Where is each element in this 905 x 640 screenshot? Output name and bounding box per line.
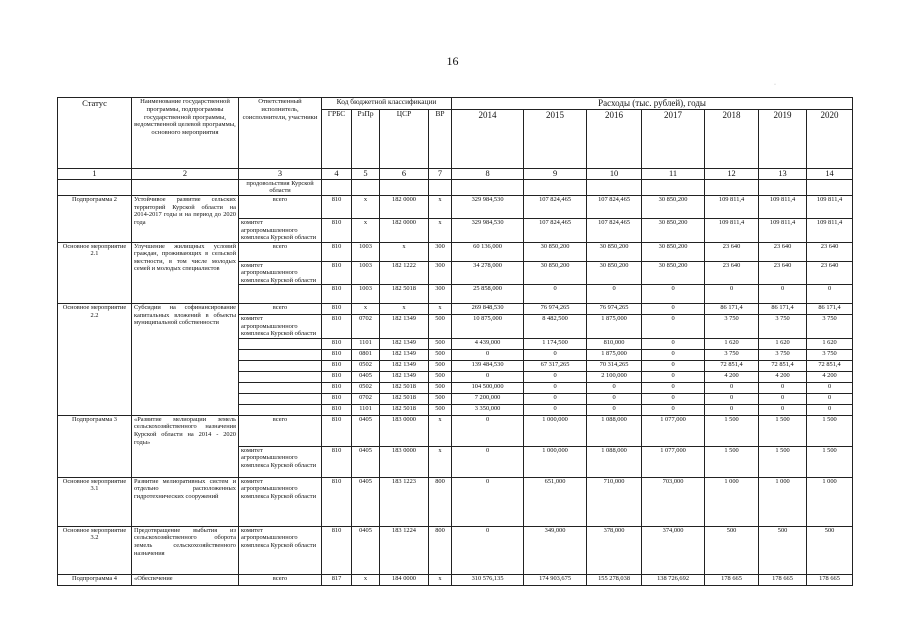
code-cell: 183 1224 (380, 526, 429, 574)
expense-cell: 1 000 (759, 477, 807, 526)
column-index: 8 (452, 169, 524, 180)
column-index: 7 (429, 169, 452, 180)
responsible-cell: комитет агропромышленного комплекса Курской области (239, 315, 322, 339)
code-cell: 182 0000 (380, 219, 429, 243)
expense-cell: 269 848,530 (452, 304, 524, 315)
expense-cell: 0 (642, 338, 705, 349)
code-cell: 183 1223 (380, 477, 429, 526)
code-cell: 182 1349 (380, 349, 429, 360)
responsible-cell (239, 371, 322, 382)
expense-cell: 0 (587, 404, 642, 415)
expense-cell: 30 850,200 (587, 242, 642, 261)
expense-cell: 72 851,4 (759, 360, 807, 371)
status-cell: Подпрограмма 4 (58, 574, 132, 585)
status-cell: Основное мероприятие 3.2 (58, 526, 132, 574)
code-cell: 817 (322, 574, 352, 585)
code-cell: 500 (429, 315, 452, 339)
code-cell: 0405 (352, 477, 380, 526)
header-year: 2017 (642, 109, 705, 168)
continuation-row (58, 179, 853, 195)
expense-cell: 0 (524, 285, 587, 304)
code-cell: х (429, 219, 452, 243)
expense-cell: 107 824,465 (587, 219, 642, 243)
code-cell: 183 0000 (380, 415, 429, 446)
expense-cell: 0 (587, 285, 642, 304)
expense-cell: 30 850,200 (642, 261, 705, 285)
header-year: 2018 (705, 109, 759, 168)
expense-cell: 86 171,4 (807, 304, 853, 315)
code-cell: 810 (322, 393, 352, 404)
responsible-cell (239, 393, 322, 404)
expense-cell: 10 875,000 (452, 315, 524, 339)
expense-cell: 60 136,000 (452, 242, 524, 261)
page-number: 16 (446, 54, 459, 68)
expense-cell: 3 350,000 (452, 404, 524, 415)
expense-cell: 178 665 (807, 574, 853, 585)
expense-cell: 23 640 (759, 242, 807, 261)
expense-cell: 1 875,000 (587, 315, 642, 339)
code-cell: 500 (429, 371, 452, 382)
code-cell: 810 (322, 526, 352, 574)
code-cell: 810 (322, 242, 352, 261)
expense-cell: 34 278,000 (452, 261, 524, 285)
expense-cell: 0 (705, 393, 759, 404)
code-cell: 810 (322, 219, 352, 243)
expense-cell: 0 (587, 393, 642, 404)
expense-cell: 703,000 (642, 477, 705, 526)
code-cell: 182 1222 (380, 261, 429, 285)
expense-cell: 155 278,038 (587, 574, 642, 585)
expense-cell: 109 811,4 (759, 219, 807, 243)
table-row (58, 574, 853, 585)
expense-cell: 76 974,265 (587, 304, 642, 315)
column-index: 11 (642, 169, 705, 180)
expense-cell: 4 200 (807, 371, 853, 382)
status-cell: Основное мероприятие 2.1 (58, 242, 132, 304)
expense-cell: 0 (642, 393, 705, 404)
code-cell: 810 (322, 304, 352, 315)
expense-cell: 1 000 (705, 477, 759, 526)
expense-cell: 109 811,4 (705, 196, 759, 219)
code-cell: 0702 (352, 393, 380, 404)
code-cell: х (429, 304, 452, 315)
responsible-cell (239, 285, 322, 304)
expense-cell: 0 (642, 349, 705, 360)
expense-cell: 109 811,4 (807, 219, 853, 243)
expense-cell: 0 (587, 382, 642, 393)
code-cell: 0502 (352, 382, 380, 393)
code-cell: х (380, 242, 429, 261)
expense-cell: 86 171,4 (759, 304, 807, 315)
expense-cell: 30 850,200 (642, 219, 705, 243)
expense-cell: 0 (452, 526, 524, 574)
program-name-cell: «Развитие мелиорации земель сельскохозяйственного назначения Курской области на 2014 - 2020 годы» (132, 415, 239, 477)
code-cell: 182 1349 (380, 360, 429, 371)
expense-cell: 0 (524, 349, 587, 360)
code-cell: 810 (322, 371, 352, 382)
column-index: 1 (58, 169, 132, 180)
responsible-cell (239, 382, 322, 393)
code-cell: 810 (322, 446, 352, 477)
header-year: 2016 (587, 109, 642, 168)
status-cell: Основное мероприятие 2.2 (58, 304, 132, 416)
expense-cell: 30 850,200 (524, 242, 587, 261)
expense-cell: 1 000,000 (524, 415, 587, 446)
expense-cell: 1 875,000 (587, 349, 642, 360)
code-cell: 500 (429, 360, 452, 371)
column-index: 4 (322, 169, 352, 180)
responsible-cell: всего (239, 574, 322, 585)
code-cell: 182 5018 (380, 382, 429, 393)
header-year: 2019 (759, 109, 807, 168)
code-cell: х (429, 196, 452, 219)
column-index: 10 (587, 169, 642, 180)
code-cell: 810 (322, 360, 352, 371)
expense-cell: 1 077,000 (642, 446, 705, 477)
responsible-cell: комитет агропромышленного комплекса Курской области (239, 261, 322, 285)
table-row (58, 415, 853, 446)
expense-cell: 4 200 (705, 371, 759, 382)
expense-cell: 4 200 (759, 371, 807, 382)
code-cell: 810 (322, 404, 352, 415)
responsible-cell (239, 338, 322, 349)
expense-cell: 0 (452, 371, 524, 382)
code-cell: 0405 (352, 526, 380, 574)
expense-cell: 23 640 (705, 261, 759, 285)
code-cell: 183 0000 (380, 446, 429, 477)
responsible-cell (239, 360, 322, 371)
code-cell: 1003 (352, 242, 380, 261)
expense-cell: 30 850,200 (642, 242, 705, 261)
column-index: 5 (352, 169, 380, 180)
expense-cell: 23 640 (807, 242, 853, 261)
expense-cell: 104 500,000 (452, 382, 524, 393)
code-cell: 0502 (352, 360, 380, 371)
code-cell: 810 (322, 415, 352, 446)
responsible-cell (239, 349, 322, 360)
expense-cell: 710,000 (587, 477, 642, 526)
table-body (58, 196, 853, 586)
expense-cell: 1 500 (759, 415, 807, 446)
code-cell: 182 5018 (380, 285, 429, 304)
code-cell: 182 1349 (380, 371, 429, 382)
table-row (58, 242, 853, 261)
expense-cell: 0 (807, 393, 853, 404)
code-cell: 0405 (352, 415, 380, 446)
responsible-cell: комитет агропромышленного комплекса Курской области (239, 446, 322, 477)
expense-cell: 0 (524, 393, 587, 404)
expense-cell: 139 484,530 (452, 360, 524, 371)
expense-cell: 30 850,200 (524, 261, 587, 285)
code-cell: 182 0000 (380, 196, 429, 219)
expense-cell: 500 (807, 526, 853, 574)
code-cell: 1003 (352, 261, 380, 285)
expense-cell: 0 (807, 285, 853, 304)
expense-cell: 349,000 (524, 526, 587, 574)
column-index: 12 (705, 169, 759, 180)
expense-cell: 0 (452, 446, 524, 477)
expense-cell: 1 500 (759, 446, 807, 477)
expense-cell: 0 (642, 382, 705, 393)
expense-cell: 0 (759, 404, 807, 415)
expense-cell: 0 (452, 349, 524, 360)
header-year: 2020 (807, 109, 853, 168)
status-cell: Подпрограмма 3 (58, 415, 132, 477)
expense-cell: 23 640 (705, 242, 759, 261)
header-grbs: ГРБС (322, 109, 352, 168)
code-cell: 810 (322, 261, 352, 285)
expense-cell: 30 850,200 (642, 196, 705, 219)
expense-cell: 0 (642, 360, 705, 371)
expense-cell: 1 620 (807, 338, 853, 349)
expense-cell: 0 (705, 285, 759, 304)
expense-cell: 107 824,465 (587, 196, 642, 219)
code-cell: 182 5018 (380, 393, 429, 404)
continuation-text: продовольствия Курской области (239, 179, 322, 195)
code-cell: 0702 (352, 315, 380, 339)
column-index: 6 (380, 169, 429, 180)
code-cell: 500 (429, 338, 452, 349)
expense-cell: 500 (705, 526, 759, 574)
code-cell: 800 (429, 526, 452, 574)
expense-cell: 500 (759, 526, 807, 574)
code-cell: 0405 (352, 446, 380, 477)
code-cell: х (429, 446, 452, 477)
header-csr: ЦСР (380, 109, 429, 168)
expense-cell: 1 620 (705, 338, 759, 349)
code-cell: 0405 (352, 371, 380, 382)
code-cell: 810 (322, 196, 352, 219)
code-cell: 1101 (352, 404, 380, 415)
responsible-cell (239, 404, 322, 415)
code-cell: 0801 (352, 349, 380, 360)
expense-cell: 138 726,692 (642, 574, 705, 585)
column-index: 2 (132, 169, 239, 180)
expense-cell: 7 200,000 (452, 393, 524, 404)
expense-cell: 0 (524, 404, 587, 415)
expense-cell: 0 (642, 304, 705, 315)
program-name-cell: Субсидии на софинансирование капитальных вложений в объекты муниципальной собственности (132, 304, 239, 416)
header-year: 2014 (452, 109, 524, 168)
expense-cell: 329 984,530 (452, 219, 524, 243)
code-cell: 810 (322, 349, 352, 360)
responsible-cell: комитет агропромышленного комплекса Курской области (239, 219, 322, 243)
expense-cell: 0 (642, 371, 705, 382)
expense-cell: 0 (524, 371, 587, 382)
code-cell: х (352, 304, 380, 315)
code-cell: 182 1349 (380, 315, 429, 339)
expense-cell: 3 750 (705, 349, 759, 360)
expense-cell: 0 (705, 404, 759, 415)
responsible-cell: всего (239, 415, 322, 446)
expense-cell: 67 317,265 (524, 360, 587, 371)
expense-cell: 23 640 (759, 261, 807, 285)
expense-cell: 0 (705, 382, 759, 393)
code-cell: х (352, 196, 380, 219)
expense-cell: 1 088,000 (587, 415, 642, 446)
table-row (58, 526, 853, 574)
expense-cell: 3 750 (759, 315, 807, 339)
expense-cell: 178 665 (705, 574, 759, 585)
code-cell: х (352, 219, 380, 243)
expense-cell: 1 000,000 (524, 446, 587, 477)
expense-cell: 25 858,000 (452, 285, 524, 304)
budget-table (57, 97, 853, 586)
expense-cell: 70 314,265 (587, 360, 642, 371)
expense-cell: 3 750 (807, 315, 853, 339)
header-status: Статус (58, 98, 132, 169)
expense-cell: 1 174,500 (524, 338, 587, 349)
program-name-cell: Улучшение жилищных условий граждан, проживающих в сельской местности, в том числе молодых семей и молодых специалистов (132, 242, 239, 304)
header-expenses-group: Расходы (тыс. рублей), годы (452, 98, 853, 110)
status-cell: Подпрограмма 2 (58, 196, 132, 243)
column-index: 9 (524, 169, 587, 180)
expense-cell: 72 851,4 (705, 360, 759, 371)
expense-cell: 4 439,000 (452, 338, 524, 349)
responsible-cell: всего (239, 242, 322, 261)
code-cell: 300 (429, 285, 452, 304)
expense-cell: 109 811,4 (759, 196, 807, 219)
expense-cell: 76 974,265 (524, 304, 587, 315)
expense-cell: 1 077,000 (642, 415, 705, 446)
code-cell: 500 (429, 382, 452, 393)
code-cell: 810 (322, 338, 352, 349)
code-cell: 184 0000 (380, 574, 429, 585)
expense-cell: 1 088,000 (587, 446, 642, 477)
header-year: 2015 (524, 109, 587, 168)
code-cell: 500 (429, 404, 452, 415)
header-responsible: Ответственный исполнитель, соисполнители, участники (239, 98, 322, 169)
code-cell: 182 1349 (380, 338, 429, 349)
table-row (58, 196, 853, 219)
code-cell: х (429, 415, 452, 446)
expense-cell: 174 903,675 (524, 574, 587, 585)
expense-cell: 0 (759, 285, 807, 304)
expense-cell: 30 850,200 (587, 261, 642, 285)
expense-cell: 23 640 (807, 261, 853, 285)
expense-cell: 86 171,4 (705, 304, 759, 315)
expense-cell: 1 000 (807, 477, 853, 526)
expense-cell: 8 482,500 (524, 315, 587, 339)
expense-cell: 109 811,4 (807, 196, 853, 219)
expense-cell: 310 576,135 (452, 574, 524, 585)
expense-cell: 72 851,4 (807, 360, 853, 371)
expense-cell: 0 (524, 382, 587, 393)
expense-cell: 1 620 (759, 338, 807, 349)
header-name: Наименование государственной программы, подпрограммы государственной программы, ведомственной целевой программы, основного мероприятия (132, 98, 239, 169)
code-cell: 500 (429, 393, 452, 404)
expense-cell: 329 984,530 (452, 196, 524, 219)
code-cell: 300 (429, 261, 452, 285)
code-cell: 800 (429, 477, 452, 526)
expense-cell: 810,000 (587, 338, 642, 349)
expense-cell: 0 (807, 382, 853, 393)
expense-cell: 374,000 (642, 526, 705, 574)
code-cell: х (429, 574, 452, 585)
responsible-cell: всего (239, 304, 322, 315)
code-cell: х (380, 304, 429, 315)
expense-cell: 1 500 (705, 446, 759, 477)
code-cell: 810 (322, 285, 352, 304)
column-index: 13 (759, 169, 807, 180)
header-rzpr: РзПр (352, 109, 380, 168)
expense-cell: 3 750 (705, 315, 759, 339)
expense-cell: 1 500 (705, 415, 759, 446)
program-name-cell: Устойчивое развитие сельских территорий Курской области на 2014-2017 годы и на период до 2020 года (132, 196, 239, 243)
column-index: 3 (239, 169, 322, 180)
column-index: 14 (807, 169, 853, 180)
expense-cell: 0 (759, 393, 807, 404)
expense-cell: 178 665 (759, 574, 807, 585)
expense-cell: 1 500 (807, 446, 853, 477)
expense-cell: 0 (807, 404, 853, 415)
expense-cell: 0 (642, 404, 705, 415)
expense-cell: 109 811,4 (705, 219, 759, 243)
expense-cell: 651,000 (524, 477, 587, 526)
index-row (58, 169, 853, 180)
responsible-cell: всего (239, 196, 322, 219)
code-cell: 182 5018 (380, 404, 429, 415)
header-row (58, 98, 853, 110)
code-cell: 810 (322, 382, 352, 393)
expense-cell: 0 (452, 415, 524, 446)
expense-cell: 0 (642, 285, 705, 304)
table-row (58, 304, 853, 315)
expense-cell: 3 750 (759, 349, 807, 360)
program-name-cell: Предотвращение выбытия из сельскохозяйственного оборота земель сельскохозяйственного назначения (132, 526, 239, 574)
header-vr: ВР (429, 109, 452, 168)
header-code-group: Код бюджетной классификации (322, 98, 452, 110)
responsible-cell: комитет агропромышленного комплекса Курской области (239, 477, 322, 526)
code-cell: 1101 (352, 338, 380, 349)
table-row (58, 477, 853, 526)
status-cell: Основное мероприятие 3.1 (58, 477, 132, 526)
expense-cell: 0 (759, 382, 807, 393)
program-name-cell: Развитие мелиоративных систем и отдельно расположенных гидротехнических сооружений (132, 477, 239, 526)
code-cell: 300 (429, 242, 452, 261)
code-cell: 810 (322, 315, 352, 339)
scan-mark: · (774, 82, 776, 88)
code-cell: 500 (429, 349, 452, 360)
code-cell: 1003 (352, 285, 380, 304)
expense-cell: 0 (452, 477, 524, 526)
code-cell: 810 (322, 477, 352, 526)
code-cell: х (352, 574, 380, 585)
expense-cell: 2 100,000 (587, 371, 642, 382)
expense-cell: 107 824,465 (524, 196, 587, 219)
expense-cell: 107 824,465 (524, 219, 587, 243)
expense-cell: 378,000 (587, 526, 642, 574)
program-name-cell: «Обеспечение (132, 574, 239, 585)
expense-cell: 0 (642, 315, 705, 339)
expense-cell: 3 750 (807, 349, 853, 360)
responsible-cell: комитет агропромышленного комплекса Курской области (239, 526, 322, 574)
expense-cell: 1 500 (807, 415, 853, 446)
